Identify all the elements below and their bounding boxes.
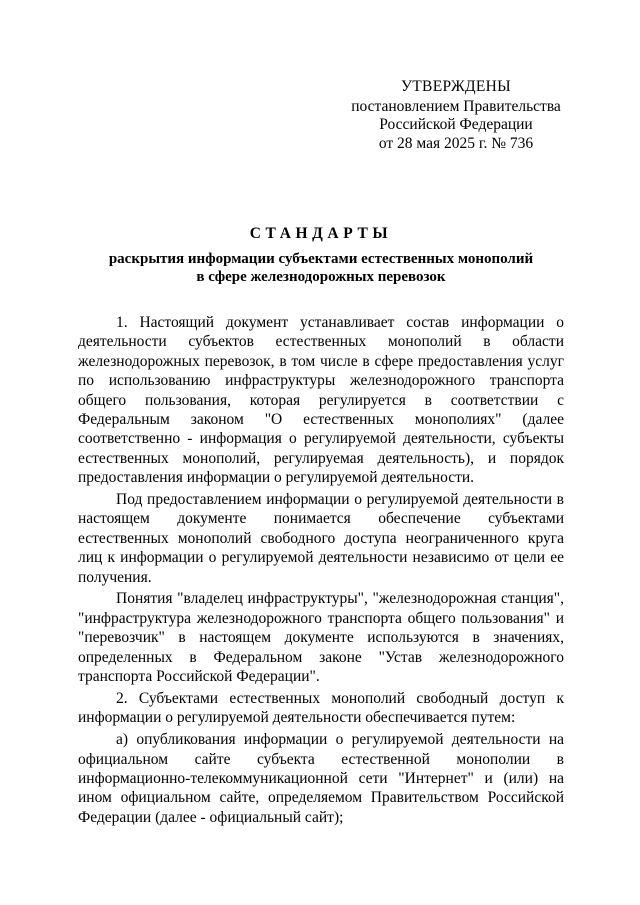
paragraph-3: Понятия "владелец инфраструктуры", "железнодорожная станция", "инфраструктура железнодорожного транспорта общего пользования" и "перевозчик" в настоящем документе используются в значениях, определенных в Федеральном законе "Устав железнодорожного транспорта Российской Федерации". [78, 590, 564, 686]
approval-block [340, 78, 572, 153]
document-body [78, 313, 564, 830]
subtitle-line-1: раскрытия информации субъектами естественных монополий [108, 251, 534, 267]
paragraph-2: Под предоставлением информации о регулируемой деятельности в настоящем документе понимается обеспечение субъектами естественных монополий свободного доступа неограниченного круга лиц к информации о регулируемой деятельности независимо от цели ее получения. [78, 491, 564, 586]
document-title: СТАНДАРТЫ [249, 225, 393, 242]
subtitle-line-2: в сфере железнодорожных перевозок [196, 269, 446, 285]
approval-line-1: постановлением Правительства [351, 97, 561, 115]
approval-heading: УТВЕРЖДЕНЫ [401, 78, 511, 95]
paragraph-5: а) опубликования информации о регулируемой деятельности на официальном сайте субъекта естественной монополии в информационно-телекоммуникационной сети "Интернет" и (или) на ином официальном сайте, определяемом Правительством Российской Федерации (далее - официальный сайт); [78, 731, 564, 826]
paragraph-1: 1. Настоящий документ устанавливает состав информации о деятельности субъектов естественных монополий в области железнодорожных перевозок, в том числе в сфере предоставления услуг по использованию инфраструктуры железнодорожного транспорта общего пользования, которая регулируется в соответствии с Федеральным законом "О естественных монополиях" (далее соответственно - информация о регулируемой деятельности, субъекты естественных монополий, регулируемая деятельность), и порядок предоставления информации о регулируемой деятельности. [78, 314, 564, 487]
paragraph-4: 2. Субъектами естественных монополий свободный доступ к информации о регулируемой деятельности обеспечивается путем: [78, 689, 564, 727]
document-subtitle [78, 250, 564, 286]
approval-line-3: от 28 мая 2025 г. № 736 [378, 134, 534, 152]
approval-line-2: Российской Федерации [379, 116, 533, 133]
